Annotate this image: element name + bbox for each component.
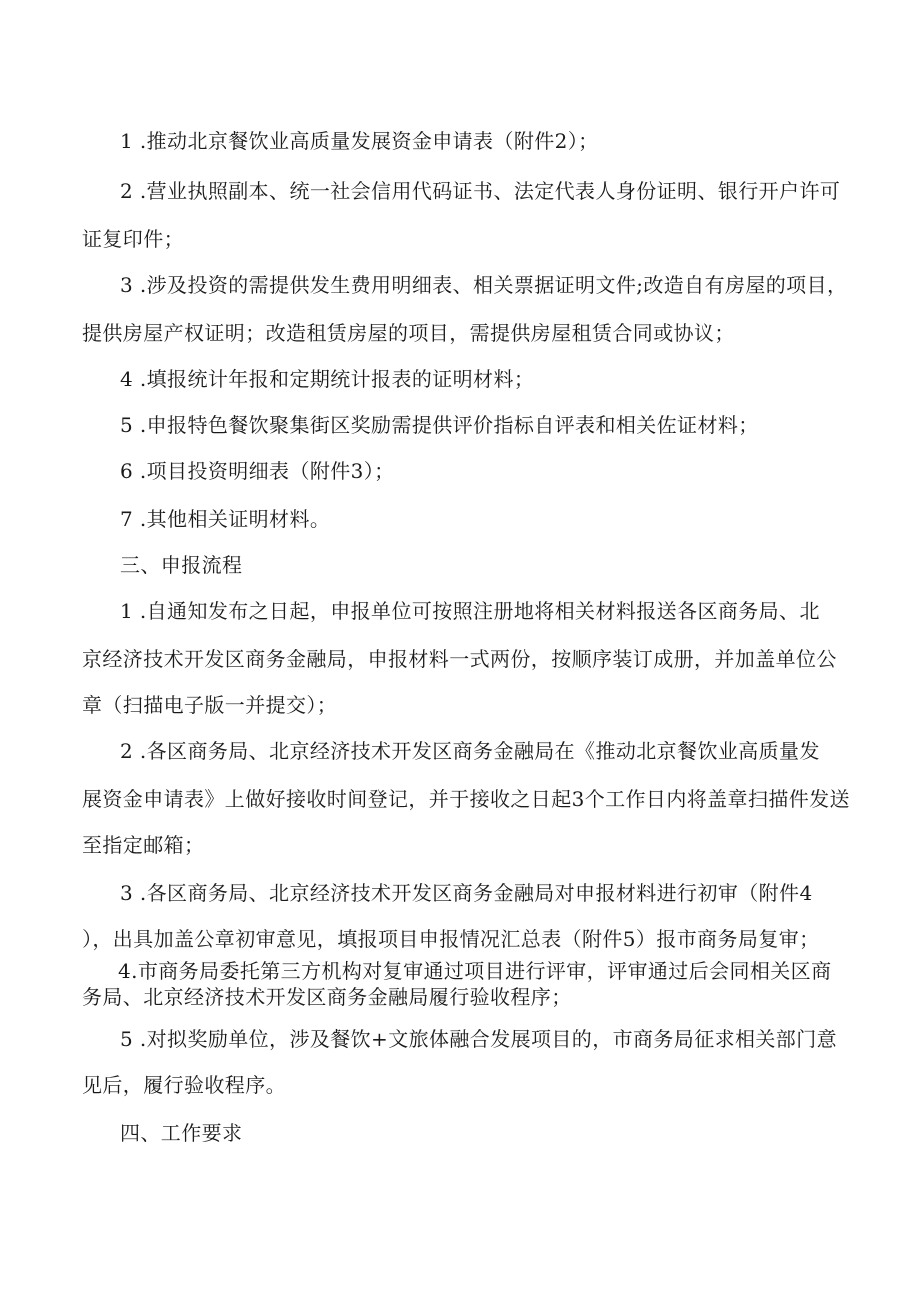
section-heading-4: 四、工作要求 [120,1121,243,1145]
process-item-2-cont2: 至指定邮箱； [82,833,205,857]
process-item-1-cont2: 章（扫描电子版一并提交）； [82,693,338,717]
list-item-7: 7 .其他相关证明材料。 [120,507,331,531]
list-item-5: 5 .申报特色餐饮聚集街区奖励需提供评价指标自评表和相关佐证材料； [120,413,759,437]
process-item-4-cont: 务局、北京经济技术开发区商务金融局履行验收程序； [82,985,572,1009]
list-item-2-cont: 证复印件； [82,227,184,251]
process-item-2-cont: 展资金申请表》上做好接收时间登记，并于接收之日起3个工作日内将盖章扫描件发送 [82,787,850,811]
process-item-5: 5 .对拟奖励单位，涉及餐饮+文旅体融合发展项目的，市商务局征求相关部门意 [120,1027,837,1051]
process-item-1-cont: 京经济技术开发区商务金融局，申报材料一式两份，按顺序装订成册，并加盖单位公 [82,647,837,671]
process-item-5-cont: 见后，履行验收程序。 [82,1073,286,1097]
list-item-3-cont: 提供房屋产权证明；改造租赁房屋的项目，需提供房屋租赁合同或协议； [82,321,735,345]
process-item-3: 3 .各区商务局、北京经济技术开发区商务金融局对申报材料进行初审（附件4 [120,881,813,905]
list-item-4: 4 .填报统计年报和定期统计报表的证明材料； [120,367,535,391]
process-item-1: 1 .自通知发布之日起，申报单位可按照注册地将相关材料报送各区商务局、北 [120,599,820,623]
list-item-6: 6 .项目投资明细表（附件3）； [120,459,395,483]
process-item-4: 4.市商务局委托第三方机构对复审通过项目进行评审，评审通过后会同相关区商 [118,959,832,983]
section-heading-3: 三、申报流程 [120,553,243,577]
process-item-3-cont: ），出具加盖公章初审意见，填报项目申报情况汇总表（附件5）报市商务局复审； [82,927,820,951]
list-item-2: 2 .营业执照副本、统一社会信用代码证书、法定代表人身份证明、银行开户许可 [120,179,841,203]
list-item-1: 1 .推动北京餐饮业高质量发展资金申请表（附件2）； [120,129,599,153]
process-item-2: 2 .各区商务局、北京经济技术开发区商务金融局在《推动北京餐饮业高质量发 [120,739,820,763]
list-item-3: 3 .涉及投资的需提供发生费用明细表、相关票据证明文件;改造自有房屋的项目， [120,273,848,297]
